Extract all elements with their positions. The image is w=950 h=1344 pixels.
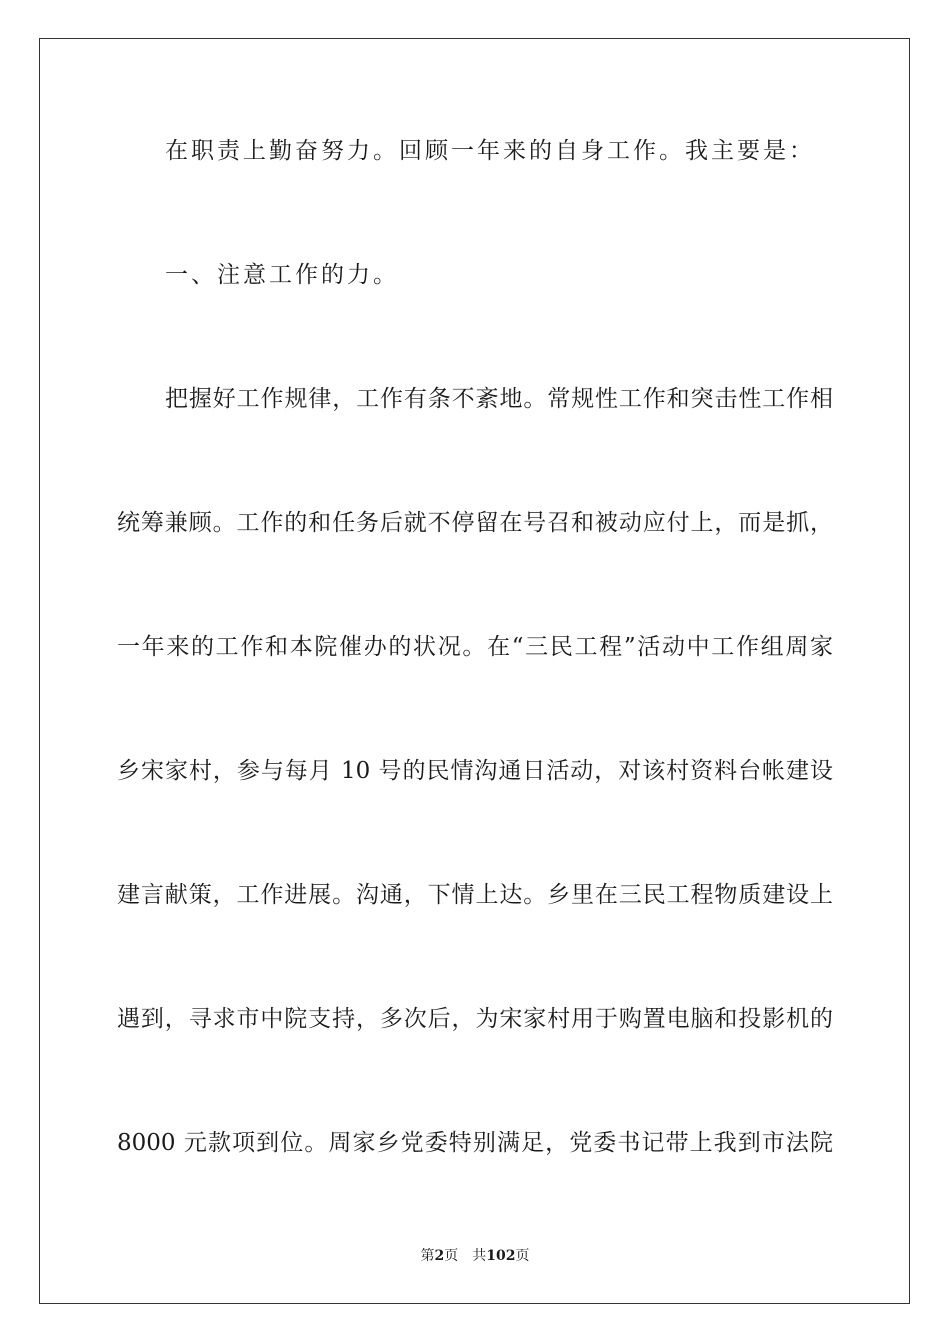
section-heading: 一、注意工作的力。	[165, 262, 399, 288]
paragraph-line-6: 乡宋家村，参与每月 10 号的民情沟通日活动，对该村资料台帐建设	[117, 758, 833, 784]
footer-total-prefix: 共	[472, 1248, 487, 1264]
paragraph-line-4: 统筹兼顾。工作的和任务后就不停留在号召和被动应付上，而是抓，	[117, 510, 833, 536]
paragraph-line-1: 在职责上勤奋努力。回顾一年来的自身工作。我主要是：	[165, 138, 815, 164]
paragraph-line-5: 一年来的工作和本院催办的状况。在“三民工程”活动中工作组周家	[117, 634, 833, 660]
paragraph-line-7: 建言献策，工作进展。沟通，下情上达。乡里在三民工程物质建设上	[117, 882, 833, 908]
paragraph-line-3: 把握好工作规律，工作有条不紊地。常规性工作和突击性工作相	[165, 386, 833, 412]
page-border	[39, 38, 910, 1304]
total-page-count: 102	[486, 1248, 516, 1264]
footer-prefix: 第	[420, 1248, 435, 1264]
footer-page-suffix: 页	[444, 1248, 459, 1264]
footer-total-suffix: 页	[515, 1248, 530, 1264]
paragraph-line-9: 8000 元款项到位。周家乡党委特别满足，党委书记带上我到市法院	[117, 1130, 833, 1156]
current-page-number: 2	[434, 1248, 445, 1264]
paragraph-line-8: 遇到，寻求市中院支持，多次后，为宋家村用于购置电脑和投影机的	[117, 1006, 833, 1032]
page-footer	[0, 1246, 950, 1266]
